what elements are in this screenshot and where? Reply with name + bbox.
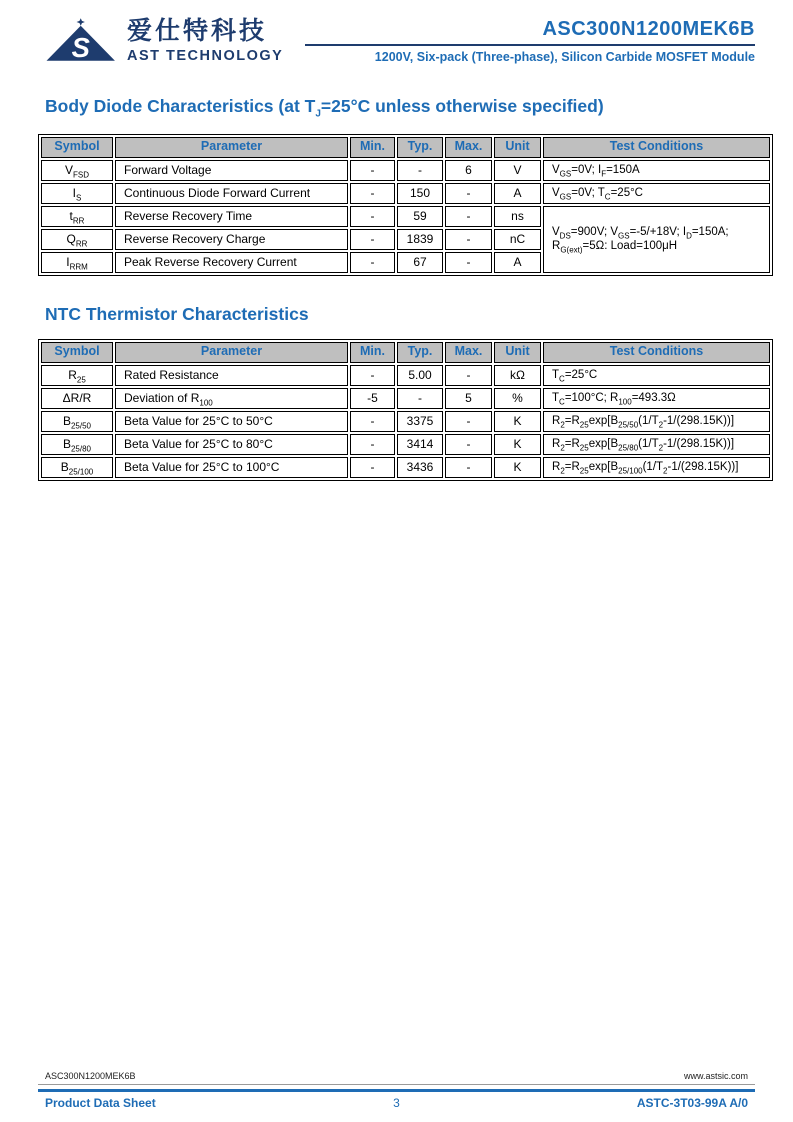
column-header-max: Max.	[445, 137, 492, 158]
cell-typ: 5.00	[397, 365, 443, 386]
cell-min: -	[350, 457, 395, 478]
footer-meta-row	[38, 1071, 755, 1085]
section-title-ntc-thermistor: NTC Thermistor Characteristics	[45, 303, 309, 324]
cell-typ: 3375	[397, 411, 443, 432]
cell-test-conditions: $R_2=R_{25}\exp[B_{25/50}(1/T_2-1/(298.15K))]$	[543, 411, 770, 432]
svg-text:S: S	[71, 31, 90, 63]
cell-min: -5	[350, 388, 395, 409]
table-row	[41, 206, 770, 227]
cell-parameter: Beta Value for 25°C to 50°C	[115, 411, 348, 432]
cell-unit: K	[494, 411, 541, 432]
cell-parameter: Forward Voltage	[115, 160, 348, 181]
cell-typ: -	[397, 160, 443, 181]
company-logo	[45, 14, 283, 68]
table-row	[41, 160, 770, 181]
cell-max: -	[445, 183, 492, 204]
column-header-min: Min.	[350, 342, 395, 363]
table-row	[41, 434, 770, 455]
cell-typ: 59	[397, 206, 443, 227]
cell-parameter: Rated Resistance	[115, 365, 348, 386]
table-row	[41, 365, 770, 386]
ntc-thermistor-table	[38, 339, 773, 481]
cell-symbol: $Q_{RR}$	[41, 229, 113, 250]
body-diode-table	[38, 134, 773, 276]
column-header-test-conditions: Test Conditions	[543, 342, 770, 363]
table-row	[41, 457, 770, 478]
cell-symbol: $t_{RR}$	[41, 206, 113, 227]
cell-parameter: Reverse Recovery Time	[115, 206, 348, 227]
cell-max: -	[445, 206, 492, 227]
cell-test-conditions: $T_C=25^\circ C$	[543, 365, 770, 386]
cell-typ: -	[397, 388, 443, 409]
column-header-unit: Unit	[494, 137, 541, 158]
cell-min: -	[350, 229, 395, 250]
part-number: ASC300N1200MEK6B	[542, 18, 755, 40]
cell-symbol: $I_{RRM}$	[41, 252, 113, 273]
column-header-min: Min.	[350, 137, 395, 158]
column-header-unit: Unit	[494, 342, 541, 363]
header-divider	[305, 44, 755, 46]
cell-typ: 150	[397, 183, 443, 204]
cell-symbol: $R_{25}$	[41, 365, 113, 386]
cell-min: -	[350, 365, 395, 386]
cell-test-conditions: $V_{GS}=0V$; $T_C=25^\circ C$	[543, 183, 770, 204]
header-right	[305, 14, 755, 64]
section-title-body-diode: Body Diode Characteristics (at $T_J=25^\circ C$ unless otherwise specified)	[45, 96, 604, 120]
ast-triangle-logo-icon	[45, 14, 121, 68]
cell-test-conditions: $T_C=100^\circ C$; $R_{100}=493.3\Omega$	[543, 388, 770, 409]
page-footer	[38, 1071, 755, 1110]
cell-max: 5	[445, 388, 492, 409]
column-header-parameter: Parameter	[115, 342, 348, 363]
column-header-test-conditions: Test Conditions	[543, 137, 770, 158]
cell-max: -	[445, 252, 492, 273]
cell-typ: 1839	[397, 229, 443, 250]
cell-symbol: $B_{25/100}$	[41, 457, 113, 478]
cell-max: -	[445, 434, 492, 455]
cell-symbol: $V_{FSD}$	[41, 160, 113, 181]
cell-min: -	[350, 183, 395, 204]
cell-typ: 67	[397, 252, 443, 273]
cell-unit: ns	[494, 206, 541, 227]
cell-test-conditions-merged: $V_{DS}=900V$; $V_{GS}=-5/+18V$; $I_D=150A$; $R_{G(ext)}=5\Omega$: Load=100μH	[543, 206, 770, 273]
column-header-parameter: Parameter	[115, 137, 348, 158]
logo-text	[127, 18, 283, 64]
cell-symbol: $B_{25/50}$	[41, 411, 113, 432]
cell-parameter: Peak Reverse Recovery Current	[115, 252, 348, 273]
footer-doc-ref: ASTC-3T03-99A A/0	[636, 1096, 748, 1110]
cell-typ: 3414	[397, 434, 443, 455]
cell-symbol: $I_S$	[41, 183, 113, 204]
cell-unit: K	[494, 434, 541, 455]
cell-max: -	[445, 229, 492, 250]
cell-symbol: ΔR/R	[41, 388, 113, 409]
cell-typ: 3436	[397, 457, 443, 478]
table-header-row	[41, 137, 770, 158]
column-header-max: Max.	[445, 342, 492, 363]
cell-min: -	[350, 206, 395, 227]
cell-unit: %	[494, 388, 541, 409]
footer-divider	[38, 1089, 755, 1092]
table-row	[41, 411, 770, 432]
cell-parameter: Beta Value for 25°C to 100°C	[115, 457, 348, 478]
cell-unit: nC	[494, 229, 541, 250]
column-header-typ: Typ.	[397, 137, 443, 158]
cell-parameter: Deviation of $R_{100}$	[115, 388, 348, 409]
cell-max: -	[445, 365, 492, 386]
column-header-symbol: Symbol	[41, 342, 113, 363]
logo-english-name: AST TECHNOLOGY	[127, 47, 284, 64]
cell-parameter: Continuous Diode Forward Current	[115, 183, 348, 204]
product-subtitle: 1200V, Six-pack (Three-phase), Silicon Carbide MOSFET Module	[374, 50, 755, 64]
cell-min: -	[350, 160, 395, 181]
cell-unit: K	[494, 457, 541, 478]
cell-parameter: Beta Value for 25°C to 80°C	[115, 434, 348, 455]
page-number: 3	[393, 1096, 400, 1110]
cell-test-conditions: $R_2=R_{25}\exp[B_{25/100}(1/T_2-1/(298.15K))]$	[543, 457, 770, 478]
page-header	[0, 0, 793, 68]
cell-max: 6	[445, 160, 492, 181]
column-header-symbol: Symbol	[41, 137, 113, 158]
footer-website: www.astsic.com	[683, 1071, 748, 1081]
logo-chinese-name: 爱仕特科技	[127, 17, 268, 46]
table-row	[41, 388, 770, 409]
cell-unit: V	[494, 160, 541, 181]
footer-part-number: ASC300N1200MEK6B	[45, 1071, 136, 1081]
cell-unit: kΩ	[494, 365, 541, 386]
cell-min: -	[350, 252, 395, 273]
cell-parameter: Reverse Recovery Charge	[115, 229, 348, 250]
cell-unit: A	[494, 183, 541, 204]
cell-test-conditions: $V_{GS}=0V$; $I_F=150A$	[543, 160, 770, 181]
cell-symbol: $B_{25/80}$	[41, 434, 113, 455]
cell-min: -	[350, 434, 395, 455]
table-header-row	[41, 342, 770, 363]
cell-test-conditions: $R_2=R_{25}\exp[B_{25/80}(1/T_2-1/(298.15K))]$	[543, 434, 770, 455]
footer-info-row	[38, 1096, 755, 1110]
cell-min: -	[350, 411, 395, 432]
cell-unit: A	[494, 252, 541, 273]
cell-max: -	[445, 457, 492, 478]
cell-max: -	[445, 411, 492, 432]
column-header-typ: Typ.	[397, 342, 443, 363]
table-row	[41, 183, 770, 204]
footer-doc-type: Product Data Sheet	[45, 1096, 156, 1110]
